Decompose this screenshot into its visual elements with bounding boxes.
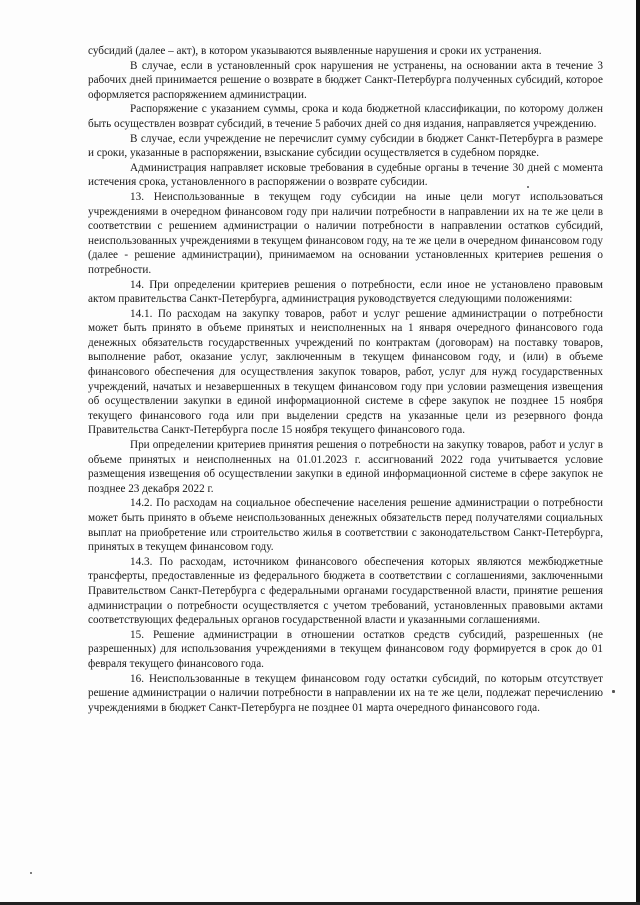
paragraph-order-details: Распоряжение с указанием суммы, срока и кода бюджетной классификации, по которому должен быть осуществлен возврат субсидий, в течение 5 рабочих дней со дня издания, направляется учреждению.	[88, 103, 603, 130]
paragraph-continuation: субсидий (далее – акт), в котором указываются выявленные нарушения и сроки их устранения.	[88, 45, 542, 57]
paragraph-section-14-3: 14.3. По расходам, источником финансового обеспечения которых являются межбюджетные трансферты, предоставленные из федерального бюджета в соответствии с соглашениями, заключенными Правительством Санкт-Петербурга с федеральными органами государственной власти, принятие решения администрации о потребности осуществляется с учетом требований, установленных правовыми актами соответствующих федеральных органов государственной власти и указанными соглашениями.	[88, 555, 603, 627]
paragraph-section-14-2: 14.2. По расходам на социальное обеспечение населения решение администрации о потребности может быть принято в объеме неиспользованных денежных обязательств перед получателями социальных выплат на приобретение или строительство жилья в соответствии с законодательством Санкт-Петербурга, принятых в текущем финансовом году.	[88, 497, 603, 554]
paragraph-section-14: 14. При определении критериев решения о потребности, если иное не установлено правовым актом правительства Санкт-Петербурга, администрация руководствуется следующими положениями:	[88, 278, 603, 306]
scan-speck	[612, 690, 615, 693]
scan-edge-right	[636, 0, 640, 905]
paragraph-court-recovery: В случае, если учреждение не перечислит сумму субсидии в бюджет Санкт-Петербурга в размере и сроки, указанные в распоряжении, взыскание субсидии осуществляется в судебном порядке.	[88, 132, 603, 160]
scan-speck	[527, 186, 529, 188]
document-body	[88, 44, 603, 715]
paragraph-section-13: 13. Неиспользованные в текущем году субсидии на иные цели могут использоваться учреждениями в очередном финансовом году при наличии потребности в направлении их на те же цели в соответствии с решением администрации о наличии потребности в направлении остатков субсидий, неиспользованных учреждениями в текущем финансовом году, на те же цели в очередном финансовом году (далее - решение администрации), принимаемом на основании установленных критериев решения о потребности.	[88, 190, 603, 276]
paragraph-section-15: 15. Решение администрации в отношении остатков средств субсидий, разрешенных (не разрешенных) для использования учреждениями в текущем финансовом году формируется в срок до 01 февраля текущего финансового года.	[88, 628, 603, 670]
paragraph-criteria-2022: При определении критериев принятия решения о потребности на закупку товаров, работ и услуг в объеме принятых и неисполненных на 01.01.2023 г. ассигнований 2022 года учитывается условие размещения извещения об осуществлении закупки в единой информационной системе в сфере закупок не позднее 23 декабря 2022 г.	[88, 439, 603, 495]
paragraph-section-14-1: 14.1. По расходам на закупку товаров, работ и услуг решение администрации о потребности может быть принято в объеме принятых и неисполненных на 1 января очередного финансового года денежных обязательств государственных учреждений по контрактам (договорам) на поставку товаров, выполнение работ, оказание услуг, заключенным в текущем финансовом году, и (или) в объеме финансового обеспечения для осуществления закупок товаров, работ, услуг для нужд государственных учреждений, начатых и незавершенных в текущем финансовом году при условии размещения извещения об осуществлении закупки в единой информационной системе в сфере закупок не позднее 15 ноября текущего финансового года или при выделении средств на указанные цели из резервного фонда Правительства Санкт-Петербурга после 15 ноября текущего финансового года.	[88, 307, 603, 437]
paragraph-claims: Администрация направляет исковые требования в судебные органы в течение 30 дней с момента истечения срока, установленного в распоряжении о возврате субсидии.	[88, 161, 603, 189]
paragraph-section-16: 16. Неиспользованные в текущем финансовом году остатки субсидий, по которым отсутствует решение администрации о наличии потребности в направлении их на те же цели, подлежат перечислению учреждениями в бюджет Санкт-Петербурга не позднее 01 марта очередного финансового года.	[88, 672, 603, 714]
paragraph-return-decision: В случае, если в установленный срок нарушения не устранены, на основании акта в течение 3 рабочих дней принимается решение о возврате в бюджет Санкт-Петербурга полученных субсидий, которое оформляется распоряжением администрации.	[88, 59, 603, 101]
scan-speck	[30, 872, 32, 874]
